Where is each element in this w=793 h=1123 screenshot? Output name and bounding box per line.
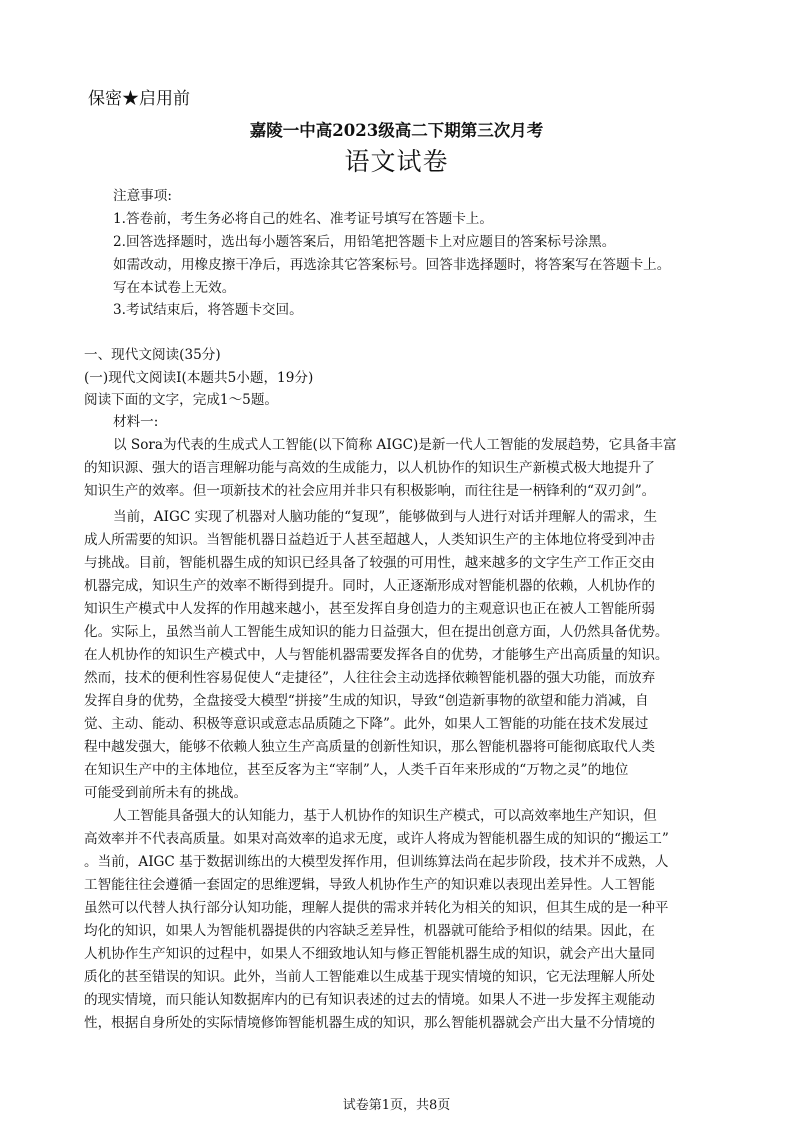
note-line: 写在本试卷上无效。: [113, 280, 236, 296]
notes-heading: 注意事项:: [113, 188, 172, 204]
section-title: 一、现代文阅读(35分): [84, 347, 221, 363]
body-line: 知识生产的效率。但一项新技术的社会应用并非只有积极影响，而往往是一柄锋利的“双刃剑”。: [84, 483, 656, 499]
page-footer: 试卷第1页，共8页: [342, 1098, 451, 1113]
confidential-label: 保密★启用前: [88, 89, 190, 109]
body-line: 。当前，AIGC 基于数据训练出的大模型发挥作用，但训练算法尚在起步阶段，技术并不成熟，人: [84, 854, 669, 870]
note-line: 如需改动，用橡皮擦干净后，再选涂其它答案标号。回答非选择题时，将答案写在答题卡上。: [113, 257, 671, 273]
section-subtitle: (一)现代文阅读I(本题共5小题，19分): [84, 370, 314, 386]
body-line: 与挑战。目前，智能机器生成的知识已经具备了较强的可用性，越来越多的文字生产工作正交由: [84, 555, 655, 571]
note-line: 2.回答选择题时，选出每小题答案后，用铅笔把答题卡上对应题目的答案标号涂黑。: [113, 234, 616, 250]
material-label: 材料一:: [113, 414, 159, 430]
section-instruction: 阅读下面的文字，完成1～5题。: [84, 392, 279, 408]
body-line: 人工智能具备强大的认知能力，基于人机协作的知识生产模式，可以高效率地生产知识，但: [113, 808, 657, 824]
note-line: 1.答卷前，考生务必将自己的姓名、准考证号填写在答题卡上。: [113, 211, 493, 227]
body-line: 知识生产模式中人发挥的作用越来越小，甚至发挥自身创造力的主观意识也正在被人工智能所弱: [84, 601, 655, 617]
body-line: 工智能往往会遵循一套固定的思维逻辑，导致人机协作生产的知识难以表现出差异性。人工智能: [84, 877, 655, 893]
body-line: 可能受到前所未有的挑战。: [84, 785, 248, 801]
body-line: 化。实际上，虽然当前人工智能生成知识的能力日益强大，但在提出创意方面，人仍然具备优势。: [84, 624, 669, 640]
body-line: 在人机协作的知识生产模式中，人与智能机器需要发挥各自的优势，才能够生产出高质量的知识。: [84, 647, 669, 663]
body-line: 性，根据自身所处的实际情境修饰智能机器生成的知识，那么智能机器就会产出大量不分情境的: [84, 1015, 655, 1031]
body-line: 均化的知识，如果人为智能机器提供的内容缺乏差异性，机器就可能给予相似的结果。因此，在: [84, 923, 655, 939]
exam-title: 嘉陵一中高2023级高二下期第三次月考: [249, 121, 544, 140]
body-line: 高效率并不代表高质量。如果对高效率的追求无度，或许人将成为智能机器生成的知识的“搬运工”: [84, 831, 669, 847]
body-line: 虽然可以代替人执行部分认知功能，理解人提供的需求并转化为相关的知识，但其生成的是一种平: [84, 900, 669, 916]
body-line: 然而，技术的便利性容易促使人“走捷径”，人往往会主动选择依赖智能机器的强大功能，而放弃: [84, 670, 656, 686]
note-line: 3.考试结束后，将答题卡交回。: [113, 302, 303, 318]
body-line: 程中越发强大，能够不依赖人独立生产高质量的创新性知识，那么智能机器将可能彻底取代人类: [84, 739, 655, 755]
body-line: 人机协作生产知识的过程中，如果人不细致地认知与修正智能机器生成的知识，就会产出大量同: [84, 946, 655, 962]
body-line: 以 Sora为代表的生成式人工智能(以下简称 AIGC)是新一代人工智能的发展趋势，它具备丰富: [113, 437, 677, 453]
body-line: 当前，AIGC 实现了机器对人脑功能的“复现”，能够做到与人进行对话并理解人的需求，生: [113, 509, 658, 525]
subject-title: 语文试卷: [344, 147, 449, 176]
body-line: 发挥自身的优势，全盘接受大模型“拼接”生成的知识，导致“创造新事物的欲望和能力消减，自: [84, 693, 649, 709]
body-line: 觉、主动、能动、积极等意识或意志品质随之下降”。此外，如果人工智能的功能在技术发展过: [84, 716, 649, 732]
body-line: 在知识生产中的主体地位，甚至反客为主“宰制”人，人类千百年来形成的“万物之灵”的地位: [84, 762, 629, 778]
body-line: 成人所需要的知识。当智能机器日益趋近于人甚至超越人，人类知识生产的主体地位将受到冲击: [84, 532, 655, 548]
body-line: 机器完成，知识生产的效率不断得到提升。同时，人正逐渐形成对智能机器的依赖，人机协作的: [84, 578, 655, 594]
body-line: 质化的甚至错误的知识。此外，当前人工智能难以生成基于现实情境的知识，它无法理解人所处: [84, 969, 655, 985]
body-line: 的知识源、强大的语言理解功能与高效的生成能力，以人机协作的知识生产新模式极大地提升了: [84, 460, 655, 476]
body-line: 的现实情境，而只能认知数据库内的已有知识表述的过去的情境。如果人不进一步发挥主观能动: [84, 992, 655, 1008]
